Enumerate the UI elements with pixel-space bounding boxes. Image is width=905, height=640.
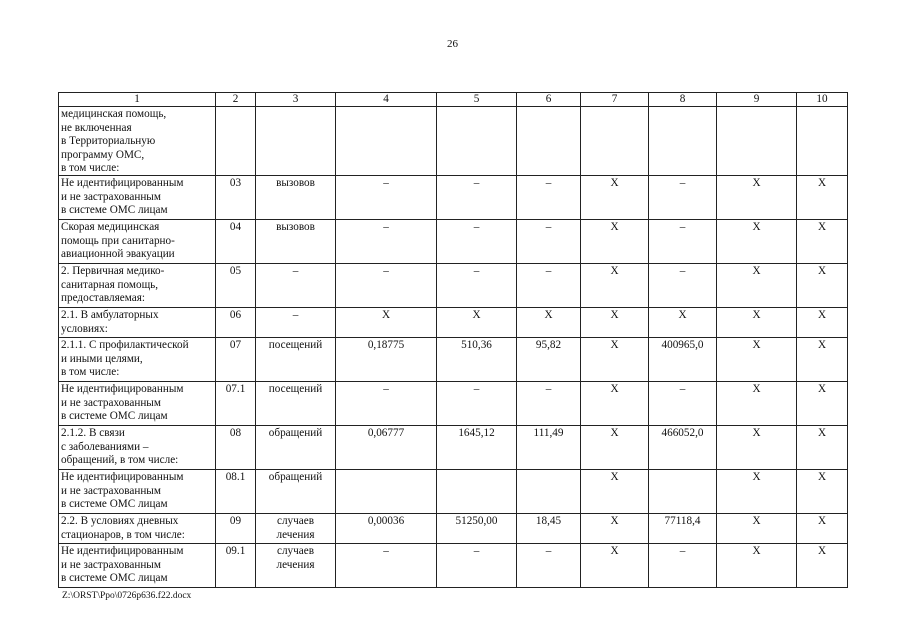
table-cell: – [649,544,717,588]
table-cell: 06 [216,308,256,338]
table-cell: – [256,308,336,338]
table-cell [517,107,581,176]
row-label-cell: Скорая медицинская помощь при санитарно- авиационной эвакуации [59,220,216,264]
table-cell: 400965,0 [649,338,717,382]
table-cell: – [517,382,581,426]
table-cell: – [517,544,581,588]
table-row [59,470,848,514]
column-header-4: 4 [336,93,437,107]
table-cell: – [256,264,336,308]
table-cell: X [437,308,517,338]
table-cell: – [336,382,437,426]
table-cell: X [717,514,797,544]
table-cell: – [437,544,517,588]
table-cell: X [517,308,581,338]
table-cell: X [581,382,649,426]
table-cell: посещений [256,338,336,382]
table-cell: – [649,176,717,220]
table-cell: – [517,176,581,220]
row-label-cell: 2.2. В условиях дневных стационаров, в том числе: [59,514,216,544]
table-cell: обращений [256,470,336,514]
table-cell: посещений [256,382,336,426]
table-cell: – [649,264,717,308]
table-row [59,176,848,220]
table-cell: X [797,514,848,544]
table-row [59,308,848,338]
table-cell [649,470,717,514]
table-cell [437,107,517,176]
table-cell: X [717,176,797,220]
table-cell: 09.1 [216,544,256,588]
row-label-cell: 2.1. В амбулаторных условиях: [59,308,216,338]
table-cell: 08.1 [216,470,256,514]
table-cell: X [717,220,797,264]
table-cell: 466052,0 [649,426,717,470]
row-label-cell: 2.1.2. В связи с заболеваниями – обращений, в том числе: [59,426,216,470]
table-cell: X [797,264,848,308]
table-cell: X [581,426,649,470]
table-cell: X [581,544,649,588]
table-cell: X [797,544,848,588]
table-cell: обращений [256,426,336,470]
table-cell: X [717,264,797,308]
table-cell: X [581,176,649,220]
table-cell: – [336,544,437,588]
row-label-cell: 2. Первичная медико- санитарная помощь, предоставляемая: [59,264,216,308]
table-row [59,220,848,264]
table-cell: 09 [216,514,256,544]
table-cell [336,470,437,514]
table-cell: 111,49 [517,426,581,470]
table-cell: X [717,338,797,382]
table-cell: – [437,176,517,220]
table-cell: X [797,308,848,338]
table-row [59,514,848,544]
table-cell: – [649,220,717,264]
table-header-row [59,93,848,107]
table-cell [797,107,848,176]
column-header-6: 6 [517,93,581,107]
table-cell: 0,00036 [336,514,437,544]
row-label-cell: 2.1.1. С профилактической и иными целями, в том числе: [59,338,216,382]
table-cell: 0,06777 [336,426,437,470]
table-cell: – [336,176,437,220]
column-header-5: 5 [437,93,517,107]
table-cell: – [336,264,437,308]
table-cell: 77118,4 [649,514,717,544]
table-cell: 0,18775 [336,338,437,382]
column-header-2: 2 [216,93,256,107]
table-cell: 95,82 [517,338,581,382]
table-cell: X [797,176,848,220]
table-cell: X [797,220,848,264]
table-cell: 05 [216,264,256,308]
table-cell: X [581,514,649,544]
table-cell: X [581,470,649,514]
table-cell: X [581,338,649,382]
column-header-7: 7 [581,93,649,107]
table-cell: 510,36 [437,338,517,382]
table-cell: X [797,338,848,382]
column-header-3: 3 [256,93,336,107]
row-label-cell: Не идентифицированным и не застрахованным в системе ОМС лицам [59,176,216,220]
table-cell [216,107,256,176]
table-row [59,107,848,176]
table-cell: – [649,382,717,426]
table-cell [517,470,581,514]
table-cell: X [649,308,717,338]
table-cell: 08 [216,426,256,470]
data-table [58,92,848,588]
table-cell: случаев лечения [256,514,336,544]
table-cell: X [581,220,649,264]
table-cell: X [797,470,848,514]
column-header-9: 9 [717,93,797,107]
table-cell: X [581,264,649,308]
table-cell: 04 [216,220,256,264]
table-cell: вызовов [256,220,336,264]
table-row [59,544,848,588]
table-cell: – [517,264,581,308]
table-cell: X [797,426,848,470]
table-cell: 1645,12 [437,426,517,470]
table-cell: X [336,308,437,338]
table-cell: вызовов [256,176,336,220]
table-cell [717,107,797,176]
page-number: 26 [447,38,458,50]
table-cell: X [717,470,797,514]
table-cell: случаев лечения [256,544,336,588]
table-cell: – [437,264,517,308]
table-cell [437,470,517,514]
table-cell: X [717,426,797,470]
column-header-1: 1 [59,93,216,107]
table-cell: – [336,220,437,264]
table-cell: 18,45 [517,514,581,544]
row-label-cell: Не идентифицированным и не застрахованным в системе ОМС лицам [59,382,216,426]
table-row [59,264,848,308]
table-cell [581,107,649,176]
table-cell: 07 [216,338,256,382]
table-cell: X [717,544,797,588]
row-label-cell: Не идентифицированным и не застрахованным в системе ОМС лицам [59,470,216,514]
table-cell: – [437,382,517,426]
table-cell: X [797,382,848,426]
row-label-cell: медицинская помощь, не включенная в Территориальную программу ОМС, в том числе: [59,107,216,176]
table-cell: X [717,382,797,426]
row-label-cell: Не идентифицированным и не застрахованным в системе ОМС лицам [59,544,216,588]
table-cell: 51250,00 [437,514,517,544]
table-row [59,338,848,382]
table-cell: X [581,308,649,338]
table-cell [649,107,717,176]
table-body [59,93,848,588]
table-cell: 07.1 [216,382,256,426]
table-cell: – [437,220,517,264]
file-path-footer: Z:\ORST\Ppo\0726p636.f22.docx [62,591,192,601]
column-header-8: 8 [649,93,717,107]
table-cell [256,107,336,176]
table-cell: X [717,308,797,338]
column-header-10: 10 [797,93,848,107]
table-row [59,426,848,470]
table-cell [336,107,437,176]
table-row [59,382,848,426]
table-cell: – [517,220,581,264]
table-cell: 03 [216,176,256,220]
